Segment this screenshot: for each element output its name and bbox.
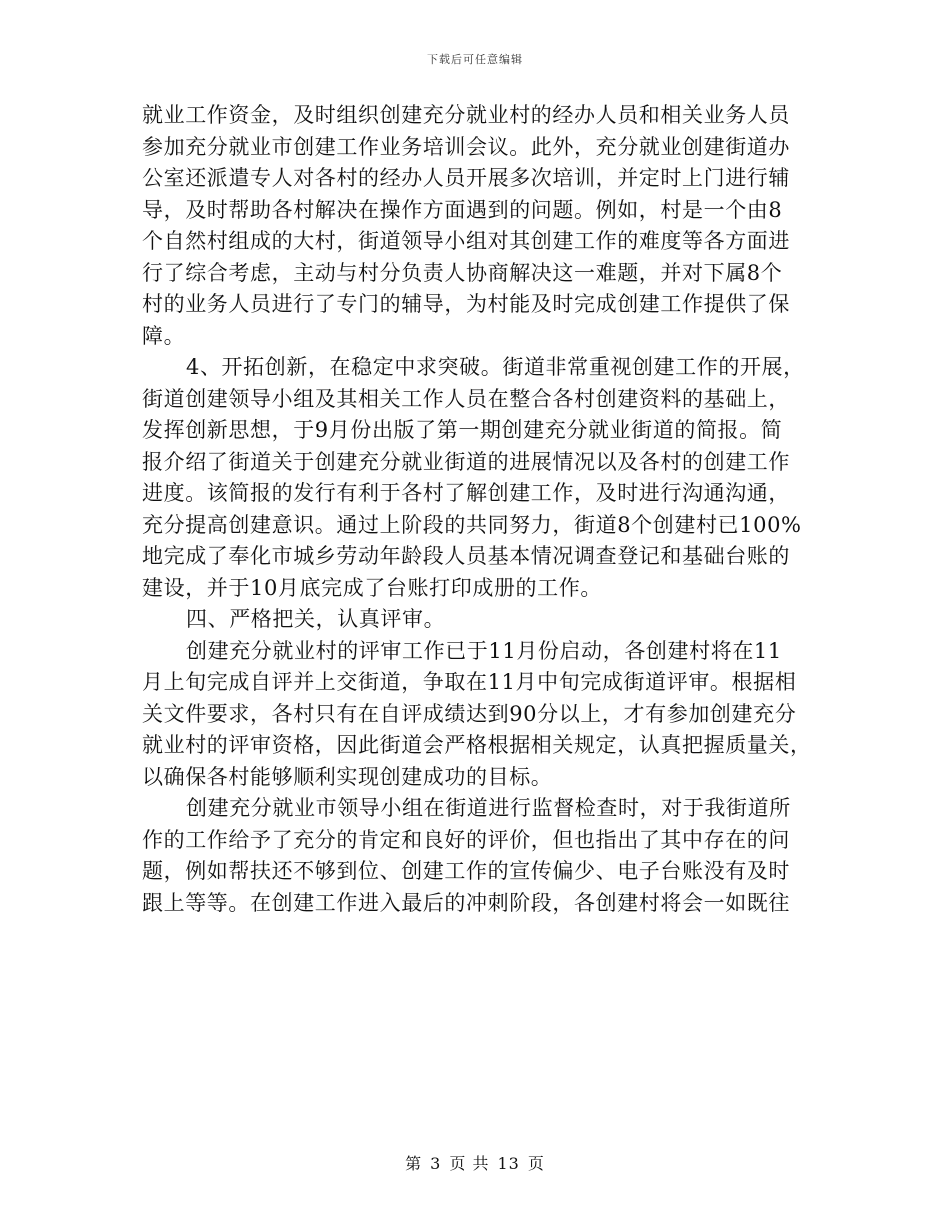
- page-label-suffix: 页: [527, 1154, 545, 1173]
- page-footer: [0, 1154, 950, 1174]
- text-line: 村的业务人员进行了专门的辅导，为村能及时完成创建工作提供了保: [142, 292, 790, 316]
- text-line: 跟上等等。在创建工作进入最后的冲刺阶段，各创建村将会一如既往: [142, 890, 790, 915]
- text-line: 建设，并于10月底完成了台账打印成册的工作。: [142, 575, 602, 600]
- text-line: 充分提高创建意识。通过上阶段的共同努力，街道8个创建村已100%: [142, 512, 802, 537]
- text-line: 导，及时帮助各村解决在操作方面遇到的问题。例如，村是一个由8: [142, 197, 783, 222]
- page-header-note: 下载后可任意编辑: [427, 53, 523, 66]
- total-pages-number: 13: [497, 1154, 520, 1173]
- text-line: 以确保各村能够顺利实现创建成功的目标。: [142, 764, 553, 789]
- text-line: 就业工作资金，及时组织创建充分就业村的经办人员和相关业务人员: [142, 103, 790, 127]
- paragraph-start-line: 创建充分就业村的评审工作已于11月份启动，各创建村将在11: [186, 638, 782, 663]
- text-line: 公室还派遣专人对各村的经办人员开展多次培训，并定时上门进行辅: [142, 166, 790, 190]
- text-line: 作的工作给予了充分的肯定和良好的评价，但也指出了其中存在的问: [142, 827, 790, 852]
- text-line: 个自然村组成的大村，街道领导小组对其创建工作的难度等各方面进: [142, 229, 790, 253]
- text-line: 行了综合考虑，主动与村分负责人协商解决这一难题，并对下属8个: [142, 260, 783, 285]
- page-label-prefix: 第: [405, 1154, 423, 1173]
- text-line: 街道创建领导小组及其相关工作人员在整合各村创建资料的基础上，: [142, 386, 790, 411]
- paragraph-start-line: 4、开拓创新，在稳定中求突破。街道非常重视创建工作的开展，: [186, 355, 805, 379]
- current-page-number: 3: [430, 1154, 442, 1173]
- text-line: 发挥创新思想，于9月份出版了第一期创建充分就业街道的简报。简: [142, 418, 783, 442]
- text-line: 障。: [142, 323, 186, 348]
- text-line: 就业村的评审资格，因此街道会严格根据相关规定，认真把握质量关，: [142, 733, 812, 757]
- text-line: 题，例如帮扶还不够到位、创建工作的宣传偏少、电子台账没有及时: [142, 859, 790, 883]
- document-body: [142, 100, 812, 919]
- text-line: 地完成了奉化市城乡劳动年龄段人员基本情况调查登记和基础台账的: [142, 544, 790, 568]
- text-line: 月上旬完成自评并上交街道，争取在11月中旬完成街道评审。根据相: [142, 670, 797, 694]
- text-line: 关文件要求，各村只有在自评成绩达到90分以上，才有参加创建充分: [142, 701, 797, 726]
- text-line: 进度。该简报的发行有利于各村了解创建工作，及时进行沟通沟通，: [142, 481, 790, 505]
- text-line: 报介绍了街道关于创建充分就业街道的进展情况以及各村的创建工作: [142, 449, 790, 474]
- paragraph-start-line: 创建充分就业市领导小组在街道进行监督检查时，对于我街道所: [186, 796, 791, 820]
- page-label-middle: 页 共: [449, 1154, 490, 1173]
- section-heading: 四、严格把关，认真评审。: [186, 607, 446, 631]
- text-line: 参加充分就业市创建工作业务培训会议。此外，充分就业创建街道办: [142, 134, 790, 159]
